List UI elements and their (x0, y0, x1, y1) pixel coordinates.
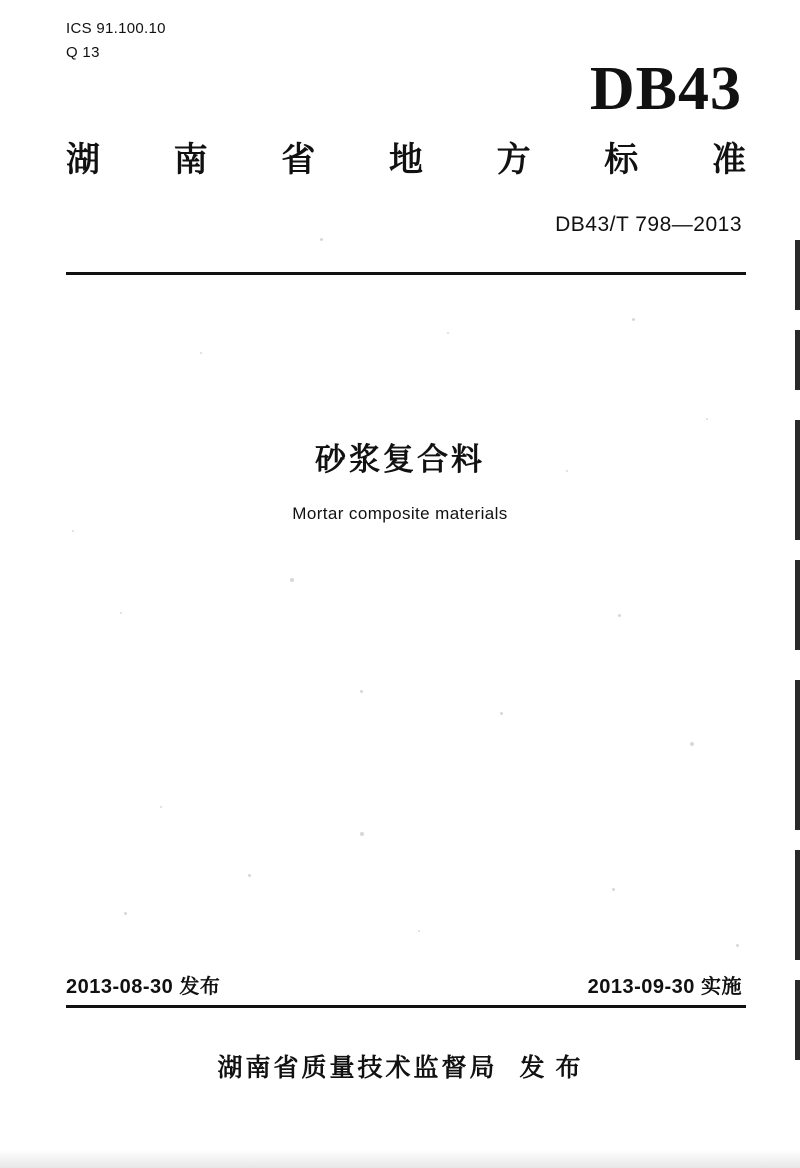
scan-edge-mark (795, 560, 800, 650)
issuer-heading-char-2: 省 (281, 141, 316, 179)
standard-number: DB43/T 798—2013 (555, 213, 742, 236)
scan-speckle (706, 418, 708, 420)
standard-family-logo: DB43 (589, 55, 742, 123)
scan-speckle (500, 712, 503, 715)
scan-edge-mark (795, 680, 800, 830)
scan-speckle (690, 742, 694, 746)
scan-speckle (200, 352, 202, 354)
scan-speckle (120, 612, 122, 614)
scan-edge-mark (795, 330, 800, 390)
classification-code: Q 13 (66, 44, 100, 61)
issuer-heading-char-4: 方 (496, 141, 531, 179)
scan-edge-mark (795, 240, 800, 310)
scan-speckle (618, 614, 621, 617)
issuer-heading (66, 132, 746, 181)
ics-block (66, 18, 166, 64)
scan-speckle (320, 238, 323, 241)
scan-edge-mark (795, 980, 800, 1060)
scan-edge-mark (795, 850, 800, 960)
scan-speckle (360, 832, 364, 836)
effective-date: 2013-09-30 实施 (587, 976, 742, 998)
scan-speckle (360, 690, 363, 693)
publisher-verb: 发 布 (519, 1054, 583, 1082)
issuer-heading-char-6: 准 (711, 141, 746, 179)
issuer-heading-char-0: 湖 (66, 141, 100, 179)
scan-speckle (612, 888, 615, 891)
divider-top (66, 272, 746, 275)
issuer-heading-char-1: 南 (173, 141, 208, 179)
scan-bottom-smudge (0, 1150, 800, 1168)
scan-speckle (736, 944, 739, 947)
scan-speckle (418, 930, 420, 932)
scan-speckle (124, 912, 127, 915)
issuer-heading-char-5: 标 (604, 141, 639, 179)
publisher-name: 湖南省质量技术监督局 (217, 1054, 498, 1082)
ics-code: ICS 91.100.10 (66, 20, 166, 37)
divider-bottom (66, 1005, 746, 1008)
issue-date: 2013-08-30 发布 (66, 976, 221, 998)
scan-speckle (248, 874, 251, 877)
scan-speckle (447, 332, 449, 334)
issuer-heading-char-3: 地 (388, 141, 423, 179)
scan-speckle (632, 318, 635, 321)
document-title-en: Mortar composite materials (292, 504, 508, 523)
publisher-line (0, 1048, 800, 1084)
document-title-cn: 砂浆复合料 (315, 442, 485, 477)
scan-speckle (290, 578, 294, 582)
scan-speckle (160, 806, 162, 808)
scan-edge-mark (795, 420, 800, 540)
scan-speckle (72, 530, 74, 532)
